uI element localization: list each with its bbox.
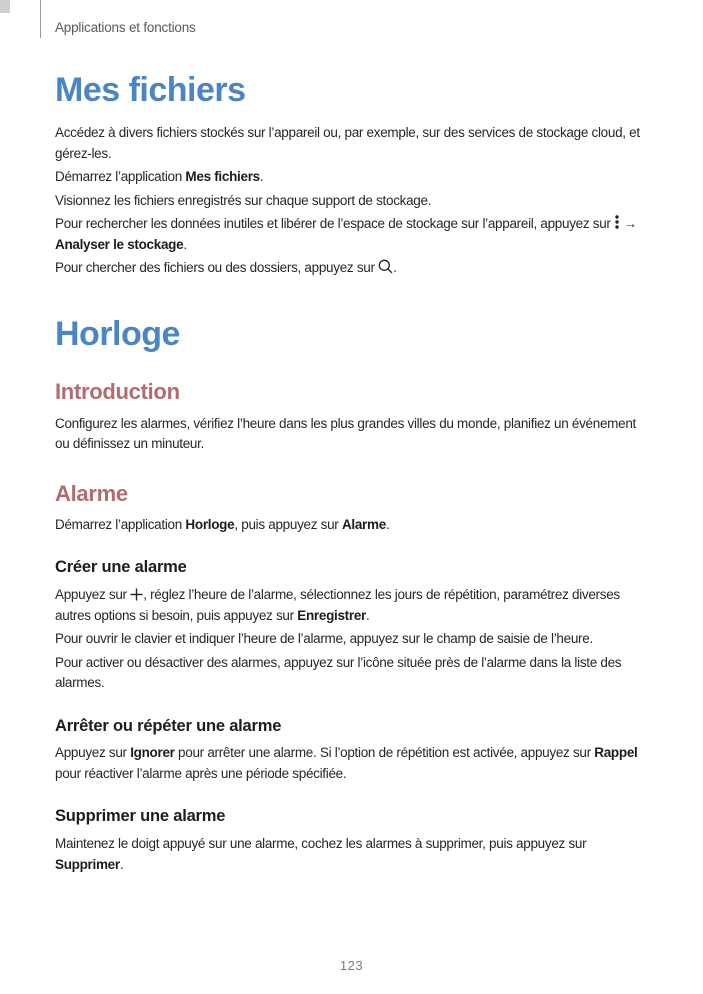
text: Pour activer ou désactiver des alarmes, appuyez sur l’icône située près de l’alarme dans la liste des alarmes. xyxy=(55,654,622,691)
page-number: 123 xyxy=(339,958,364,973)
page-corner-mark xyxy=(0,0,10,13)
topic-heading-creer-une-alarme: Créer une alarme xyxy=(55,558,187,577)
section-heading-horloge: Horloge xyxy=(55,314,180,353)
bold-text: Analyser le stockage xyxy=(55,236,184,252)
text: . xyxy=(183,236,187,252)
paragraph xyxy=(55,414,652,455)
text: Configurez les alarmes, vérifiez l’heure dans les plus grandes villes du monde, planifiez un événement ou définissez un minuteur. xyxy=(55,415,636,452)
bold-text: Supprimer xyxy=(55,856,120,872)
text: → xyxy=(620,216,637,232)
text: Appuyez sur xyxy=(55,587,131,603)
search-icon xyxy=(378,259,393,274)
section-heading-mes-fichiers: Mes fichiers xyxy=(55,71,246,109)
text: . xyxy=(119,856,124,872)
text: Pour chercher des fichiers ou des dossiers, appuyez sur xyxy=(55,260,379,276)
text: Démarrez l’application xyxy=(55,516,186,532)
topic-heading-supprimer-une-alarme: Supprimer une alarme xyxy=(55,807,226,826)
paragraph xyxy=(55,653,652,694)
bold-text: Rappel xyxy=(594,745,638,761)
text: Visionnez les fichiers enregistrés sur chaque support de stockage. xyxy=(55,192,432,208)
paragraph xyxy=(55,214,652,255)
text: , puis appuyez sur xyxy=(234,516,342,532)
subsection-heading-introduction: Introduction xyxy=(55,379,180,405)
bold-text: Mes fichiers xyxy=(185,169,260,185)
bold-text: Ignorer xyxy=(130,745,175,761)
paragraph xyxy=(55,585,652,626)
text: pour arrêter une alarme. Si l’option de répétition est activée, appuyez sur xyxy=(174,745,595,761)
paragraph xyxy=(55,258,652,279)
document-body xyxy=(0,72,703,875)
header-rule xyxy=(40,0,41,38)
text: . xyxy=(393,260,397,276)
text: Pour rechercher les données inutiles et libérer de l’espace de stockage sur l’appareil, appuyez sur xyxy=(55,216,615,232)
text: . xyxy=(365,607,370,623)
text: . xyxy=(259,169,264,185)
paragraph xyxy=(55,191,652,212)
bold-text: Horloge xyxy=(185,516,235,532)
text: Accédez à divers fichiers stockés sur l’appareil ou, par exemple, sur des services de stockage cloud, et gérez-les. xyxy=(55,125,640,161)
topic-heading-arreter-ou-repeter-une-alarme: Arrêter ou répéter une alarme xyxy=(55,716,282,735)
paragraph xyxy=(55,743,652,784)
paragraph xyxy=(55,629,652,650)
paragraph xyxy=(55,167,652,188)
text: Démarrez l’application xyxy=(55,169,186,185)
text: , réglez l’heure de l’alarme, sélectionnez les jours de répétition, paramétrez diverses autres options si besoin, puis appuyez sur xyxy=(55,587,620,623)
text: . xyxy=(385,516,390,532)
subsection-heading-alarme: Alarme xyxy=(55,480,128,506)
paragraph xyxy=(55,515,652,536)
paragraph xyxy=(55,123,652,164)
text: Maintenez le doigt appuyé sur une alarme, cochez les alarmes à supprimer, puis appuyez sur xyxy=(55,836,587,852)
bold-text: Alarme xyxy=(341,516,386,532)
paragraph xyxy=(55,834,652,875)
text: Appuyez sur xyxy=(55,745,131,761)
running-header: Applications et fonctions xyxy=(55,20,196,35)
text: Pour ouvrir le clavier et indiquer l’heure de l’alarme, appuyez sur le champ de saisie de l’heure. xyxy=(55,631,593,647)
bold-text: Enregistrer xyxy=(297,607,366,623)
text: pour réactiver l’alarme après une période spécifiée. xyxy=(55,765,347,781)
plus-icon xyxy=(130,588,143,601)
